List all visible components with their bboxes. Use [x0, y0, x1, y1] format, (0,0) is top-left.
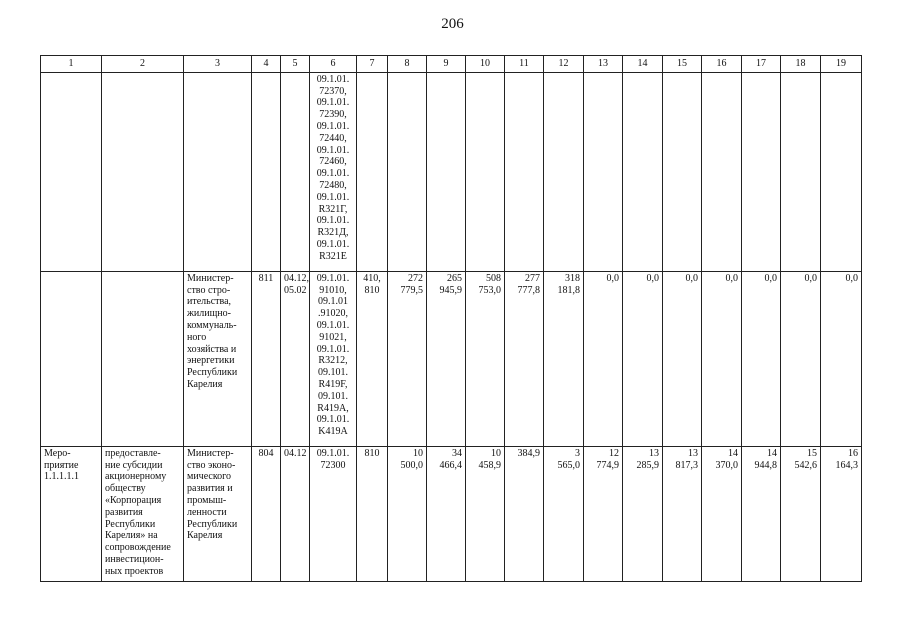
table-cell: 09.1.01. 72370, 09.1.01. 72390, 09.1.01. 72440, 09.1.01. 72460, 09.1.01. 72480, 09.1.01. R321Г, 09.1.01. R321Д, 09.1.01. R321Е [310, 72, 357, 271]
header-cell: 2 [102, 56, 184, 73]
header-cell: 8 [388, 56, 427, 73]
budget-table [40, 55, 862, 582]
table-cell [663, 72, 702, 271]
table-cell: 0,0 [623, 271, 663, 446]
header-cell: 11 [505, 56, 544, 73]
table-cell: 04.12 [281, 446, 310, 581]
table-cell [41, 271, 102, 446]
table-cell: 810 [357, 446, 388, 581]
table-cell: 265 945,9 [427, 271, 466, 446]
table-cell: 13 285,9 [623, 446, 663, 581]
header-row [41, 56, 862, 73]
table-cell: Меро- приятие 1.1.1.1.1 [41, 446, 102, 581]
table-cell: 3 565,0 [544, 446, 584, 581]
header-cell: 16 [702, 56, 742, 73]
table-cell: 508 753,0 [466, 271, 505, 446]
table-cell: Министер- ство стро- ительства, жилищно- коммуналь- ного хозяйства и энергетики Республики Карелия [184, 271, 252, 446]
table-cell: 318 181,8 [544, 271, 584, 446]
table-cell: 09.1.01. 72300 [310, 446, 357, 581]
header-cell: 14 [623, 56, 663, 73]
table-cell: 12 774,9 [584, 446, 623, 581]
table-cell: 10 500,0 [388, 446, 427, 581]
table-row [41, 271, 862, 446]
table-cell [252, 72, 281, 271]
page-number: 206 [441, 16, 464, 32]
table-cell [544, 72, 584, 271]
table-row [41, 72, 862, 271]
table-cell: 13 817,3 [663, 446, 702, 581]
table-cell [41, 72, 102, 271]
table-cell: 04.12, 05.02 [281, 271, 310, 446]
header-cell: 6 [310, 56, 357, 73]
header-cell: 18 [781, 56, 821, 73]
table-cell [184, 72, 252, 271]
table-cell: 0,0 [742, 271, 781, 446]
table-cell: 14 944,8 [742, 446, 781, 581]
table-cell [702, 72, 742, 271]
table-cell: 15 542,6 [781, 446, 821, 581]
header-cell: 4 [252, 56, 281, 73]
table-cell: 0,0 [781, 271, 821, 446]
table-cell: 0,0 [663, 271, 702, 446]
table-cell [821, 72, 862, 271]
table-cell: 804 [252, 446, 281, 581]
table-cell [102, 72, 184, 271]
table-cell [427, 72, 466, 271]
table-cell: 14 370,0 [702, 446, 742, 581]
header-cell: 1 [41, 56, 102, 73]
table-cell [102, 271, 184, 446]
header-cell: 13 [584, 56, 623, 73]
table-cell: Министер- ство эконо- мического развития и промыш- ленности Республики Карелия [184, 446, 252, 581]
table-cell: 0,0 [702, 271, 742, 446]
table-cell [781, 72, 821, 271]
table-cell: 277 777,8 [505, 271, 544, 446]
table-row [41, 446, 862, 581]
header-cell: 5 [281, 56, 310, 73]
table-cell [505, 72, 544, 271]
table-cell [388, 72, 427, 271]
table-cell: 0,0 [821, 271, 862, 446]
header-cell: 9 [427, 56, 466, 73]
header-cell: 19 [821, 56, 862, 73]
table-cell: 272 779,5 [388, 271, 427, 446]
header-cell: 12 [544, 56, 584, 73]
table-cell [281, 72, 310, 271]
table-cell: 16 164,3 [821, 446, 862, 581]
table-cell: 10 458,9 [466, 446, 505, 581]
header-cell: 15 [663, 56, 702, 73]
table-cell: 0,0 [584, 271, 623, 446]
table-cell [584, 72, 623, 271]
table-cell: 34 466,4 [427, 446, 466, 581]
table-cell: 410, 810 [357, 271, 388, 446]
table-cell [623, 72, 663, 271]
header-cell: 7 [357, 56, 388, 73]
table-cell [742, 72, 781, 271]
header-cell: 17 [742, 56, 781, 73]
table-cell [357, 72, 388, 271]
table-cell: 384,9 [505, 446, 544, 581]
header-cell: 10 [466, 56, 505, 73]
header-cell: 3 [184, 56, 252, 73]
table-cell [466, 72, 505, 271]
table-cell: 09.1.01. 91010, 09.1.01 .91020, 09.1.01. 91021, 09.1.01. R3212, 09.101. R419F, 09.101. R419A, 09.1.01. K419A [310, 271, 357, 446]
table-cell: предоставле- ние субсидии акционерному обществу «Корпорация развития Республики Карелия» на сопровождение инвестицион- ных проектов [102, 446, 184, 581]
table-cell: 811 [252, 271, 281, 446]
